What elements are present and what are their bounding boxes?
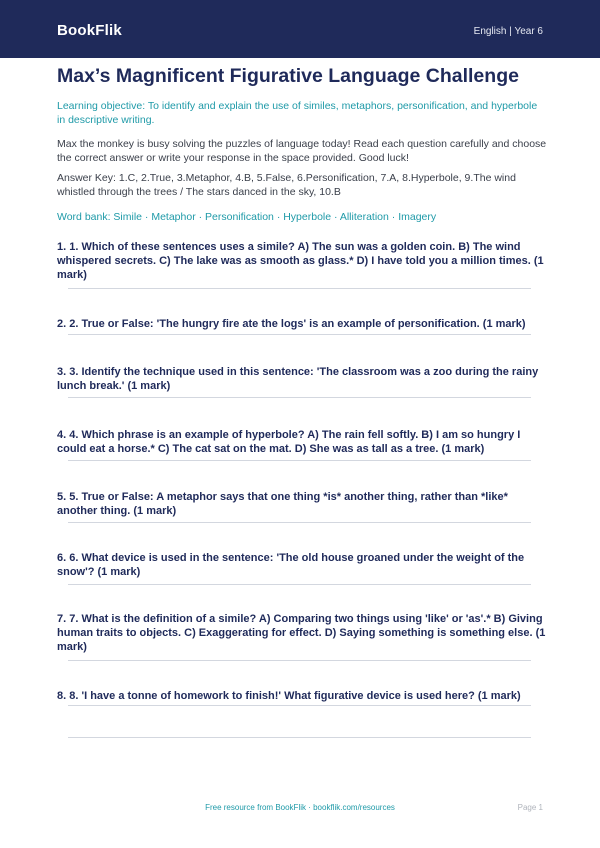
question-4: 4. 4. Which phrase is an example of hyperbole? A) The rain fell softly. B) I am so hungry I could eat a horse.* C) The cat sat on the mat. D) She was as tall as a tree. (1 mark) bbox=[57, 429, 521, 455]
question-6: 6. 6. What device is used in the sentence: 'The old house groaned under the weight of the snow'? (1 mark) bbox=[57, 552, 525, 578]
word-bank: Word bank: Simile · Metaphor · Personification · Hyperbole · Alliteration · Imagery bbox=[57, 211, 437, 223]
question-2: 2. 2. True or False: 'The hungry fire ate the logs' is an example of personification. (1 mark) bbox=[57, 318, 526, 330]
answer-line-2[interactable] bbox=[68, 334, 531, 335]
page-number: Page 1 bbox=[517, 803, 543, 812]
question-5: 5. 5. True or False: A metaphor says that one thing *is* another thing, rather than *like* another thing. (1 mark) bbox=[57, 491, 508, 517]
answer-line-7[interactable] bbox=[68, 660, 531, 661]
answer-line-1[interactable] bbox=[68, 288, 531, 289]
answer-line-8[interactable] bbox=[68, 705, 531, 706]
answer-line-6[interactable] bbox=[68, 584, 531, 585]
answer-line-3[interactable] bbox=[68, 397, 531, 398]
question-8: 8. 8. 'I have a tonne of homework to finish!' What figurative device is used here? (1 mark) bbox=[57, 690, 521, 702]
brand-logo[interactable]: BookFlik bbox=[57, 22, 122, 39]
page-header bbox=[0, 0, 600, 58]
extra-answer-line[interactable] bbox=[68, 737, 531, 738]
intro-text: Max the monkey is busy solving the puzzles of language today! Read each question carefully and choose the correct answer or write your response in the space provided. Good luck! bbox=[57, 138, 547, 164]
question-7: 7. 7. What is the definition of a simile? A) Comparing two things using 'like' or 'as'.* B) Giving human traits to objects. C) Exaggerating for effect. D) Saying something is something else. (1 mark) bbox=[57, 613, 546, 653]
question-3: 3. 3. Identify the technique used in this sentence: 'The classroom was a zoo during the rainy lunch break.' (1 mark) bbox=[57, 366, 539, 392]
answer-line-5[interactable] bbox=[68, 522, 531, 523]
subject-year-label: English | Year 6 bbox=[473, 26, 543, 37]
answer-line-4[interactable] bbox=[68, 460, 531, 461]
footer-credit[interactable]: Free resource from BookFlik · bookflik.com/resources bbox=[205, 803, 395, 812]
page-title: Max’s Magnificent Figurative Language Challenge bbox=[57, 65, 519, 87]
question-1: 1. 1. Which of these sentences uses a simile? A) The sun was a golden coin. B) The wind whispered secrets. C) The lake was as smooth as glass.* D) I have told you a million times. (1 mark) bbox=[57, 241, 544, 281]
answer-key: Answer Key: 1.C, 2.True, 3.Metaphor, 4.B, 5.False, 6.Personification, 7.A, 8.Hyperbole, 9.The wind whistled through the trees / The stars danced in the sky, 10.B bbox=[57, 172, 516, 198]
learning-objective: Learning objective: To identify and explain the use of similes, metaphors, personification, and hyperbole in descriptive writing. bbox=[57, 100, 538, 126]
